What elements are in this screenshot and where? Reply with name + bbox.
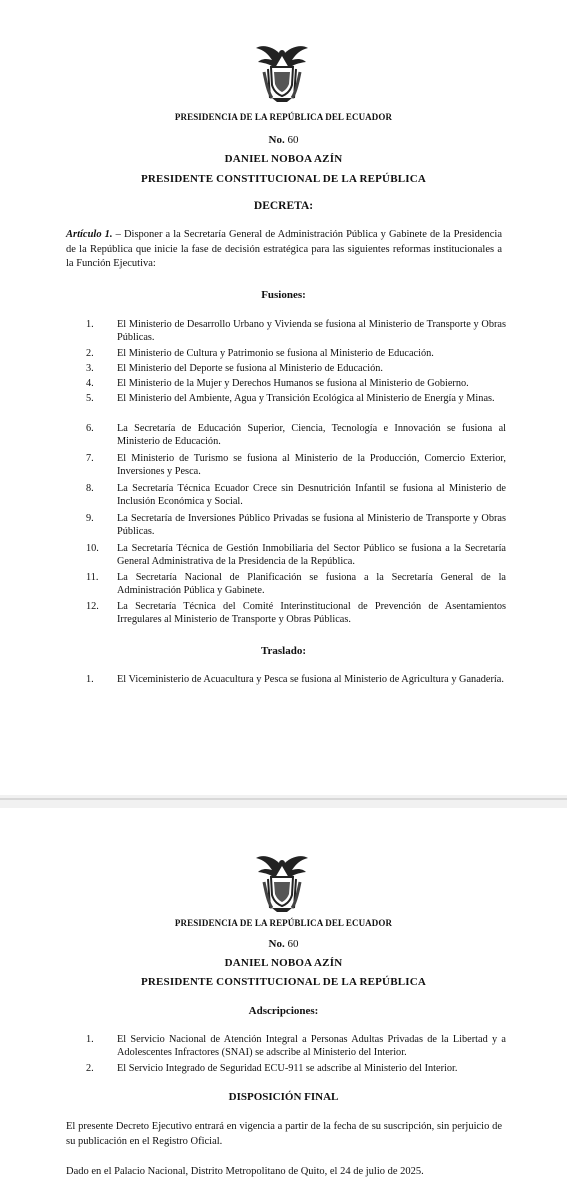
- decree-number: [0, 134, 567, 146]
- president-title: PRESIDENTE CONSTITUCIONAL DE LA REPÚBLICA: [140, 976, 427, 988]
- document-page-2: [0, 808, 567, 1200]
- disposicion-final-text: El presente Decreto Ejecutivo entrará en vigencia a partir de la fecha de su suscripción, sin perjuicio de su publicación en el Registro Oficial.: [66, 1121, 502, 1147]
- president-name: DANIEL NOBOA AZÍN: [224, 153, 343, 165]
- fusion-item: 1. El Ministerio de Desarrollo Urbano y Vivienda se fusiona al Ministerio de Transporte y Obras Públicas.: [86, 319, 506, 343]
- decree-number-value: 60: [287, 938, 299, 950]
- fusion-item: 5. El Ministerio del Ambiente, Agua y Transición Ecológica al Ministerio de Energía y Minas.: [86, 393, 495, 404]
- traslado-heading: Traslado:: [260, 645, 307, 657]
- president-title: PRESIDENTE CONSTITUCIONAL DE LA REPÚBLICA: [140, 173, 427, 185]
- fusion-item: 6. La Secretaría de Educación Superior, Ciencia, Tecnología e Innovación se fusiona al Ministerio de Educación.: [86, 423, 506, 447]
- fusion-item: 10. La Secretaría Técnica de Gestión Inmobiliaria del Sector Público se fusiona a la Secretaría General Administrativa de la Presidencia de la República.: [86, 543, 506, 567]
- decreta-heading: DECRETA:: [253, 200, 314, 212]
- article-1-text: – Disponer a la Secretaría General de Administración Pública y Gabinete de la Presidencia de la República que inicie la fase de decisión estratégica para las siguientes reformas institucionales a la Función Ejecutiva:: [66, 229, 502, 269]
- adscripcion-item: 1. El Servicio Nacional de Atención Integral a Personas Adultas Privadas de la Libertad y a Adolescentes Infractores (SNAI) se adscribe al Ministerio del Interior.: [86, 1034, 506, 1058]
- article-1-label: Artículo 1.: [66, 229, 113, 240]
- presidency-seal-text: PRESIDENCIA DE LA REPÚBLICA DEL ECUADOR: [174, 918, 393, 928]
- fusiones-heading: Fusiones:: [261, 289, 306, 301]
- article-1-paragraph: [66, 228, 502, 272]
- fusion-item: 8. La Secretaría Técnica Ecuador Crece sin Desnutrición Infantil se fusiona al Ministerio de Inclusión Económica y Social.: [86, 483, 506, 507]
- traslado-item: 1. El Viceministerio de Acuacultura y Pesca se fusiona al Ministerio de Agricultura y Ganadería.: [86, 674, 504, 685]
- adscripcion-item: 2. El Servicio Integrado de Seguridad ECU-911 se adscribe al Ministerio del Interior.: [86, 1063, 458, 1074]
- fusion-item: 7. El Ministerio de Turismo se fusiona al Ministerio de la Producción, Comercio Exterior, Inversiones y Pesca.: [86, 453, 506, 477]
- presidency-seal-text: PRESIDENCIA DE LA REPÚBLICA DEL ECUADOR: [174, 112, 393, 122]
- ecuador-coat-of-arms-icon: [254, 42, 310, 104]
- ecuador-coat-of-arms-icon: [254, 852, 310, 914]
- fusion-item: 11. La Secretaría Nacional de Planificación se fusiona a la Secretaría General de la Administración Pública y Gabinete.: [86, 572, 506, 596]
- dado-en-text: Dado en el Palacio Nacional, Distrito Metropolitano de Quito, el 24 de julio de 2025.: [66, 1166, 424, 1177]
- page-divider: [0, 798, 567, 800]
- fusion-item: 9. La Secretaría de Inversiones Público Privadas se fusiona al Ministerio de Transporte y Obras Públicas.: [86, 513, 506, 537]
- decree-number-label: No.: [268, 134, 285, 146]
- adscripciones-heading: Adscripciones:: [248, 1005, 319, 1017]
- fusion-item: 3. El Ministerio del Deporte se fusiona al Ministerio de Educación.: [86, 363, 383, 374]
- fusion-item: 4. El Ministerio de la Mujer y Derechos Humanos se fusiona al Ministerio de Gobierno.: [86, 378, 469, 389]
- decree-number-value: 60: [287, 134, 299, 146]
- fusion-item: 12. La Secretaría Técnica del Comité Interinstitucional de Prevención de Asentamientos Irregulares al Ministerio de Transporte y Obras Públicas.: [86, 601, 506, 625]
- disposicion-final-heading: DISPOSICIÓN FINAL: [228, 1091, 339, 1103]
- decree-number: [0, 938, 567, 950]
- fusion-item: 2. El Ministerio de Cultura y Patrimonio se fusiona al Ministerio de Educación.: [86, 348, 434, 359]
- decree-number-label: No.: [268, 938, 285, 950]
- president-name: DANIEL NOBOA AZÍN: [224, 957, 343, 969]
